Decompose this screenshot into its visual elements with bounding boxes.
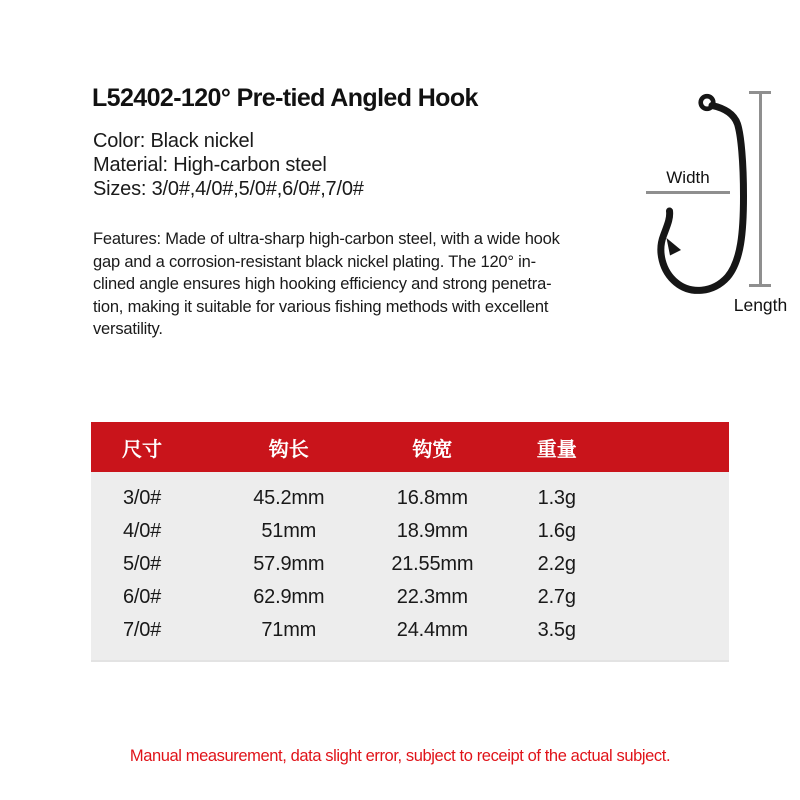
- cell-weight: 3.5g: [537, 619, 576, 641]
- cell-hook-length: 62.9mm: [253, 586, 325, 608]
- col-header-size: 尺寸: [122, 438, 163, 461]
- length-measure-cap-bottom: [749, 284, 771, 287]
- length-measure-line: [759, 92, 762, 285]
- cell-hook-length: 51mm: [261, 520, 317, 542]
- spec-sizes: Sizes: 3/0#,4/0#,5/0#,6/0#,7/0#: [93, 178, 364, 200]
- col-header-hook-length: 钩长: [268, 438, 309, 461]
- product-features: [93, 228, 560, 341]
- cell-hook-width: 22.3mm: [396, 586, 468, 608]
- cell-size: 3/0#: [122, 487, 162, 509]
- cell-weight: 2.2g: [537, 553, 576, 575]
- features-line: gap and a corrosion-resistant black nickel plating. The 120° in-: [93, 252, 536, 271]
- cell-hook-width: 24.4mm: [396, 619, 468, 641]
- table-row: [91, 515, 729, 548]
- features-line: versatility.: [93, 320, 163, 338]
- size-table-body: [91, 472, 729, 662]
- cell-size: 7/0#: [122, 619, 162, 641]
- col-header-weight: 重量: [536, 438, 577, 461]
- cell-hook-width: 16.8mm: [396, 487, 468, 509]
- cell-size: 4/0#: [122, 520, 162, 542]
- disclaimer-text: Manual measurement, data slight error, subject to receipt of the actual subject.: [129, 747, 671, 765]
- fishing-hook-icon: [630, 82, 800, 307]
- table-row: [91, 581, 729, 614]
- cell-weight: 2.7g: [537, 586, 576, 608]
- cell-hook-width: 21.55mm: [391, 553, 474, 575]
- cell-weight: 1.3g: [537, 487, 576, 509]
- table-row: [91, 614, 729, 647]
- length-measure-cap-top: [749, 91, 771, 94]
- spec-material: Material: High-carbon steel: [93, 154, 327, 176]
- length-label: Length: [733, 295, 788, 315]
- cell-size: 6/0#: [122, 586, 162, 608]
- col-header-hook-width: 钩宽: [412, 438, 453, 461]
- cell-weight: 1.6g: [537, 520, 576, 542]
- cell-size: 5/0#: [122, 553, 162, 575]
- table-row: [91, 548, 729, 581]
- features-line: clined angle ensures high hooking efficiency and strong penetra-: [93, 275, 552, 293]
- cell-hook-length: 45.2mm: [253, 487, 325, 509]
- cell-hook-length: 71mm: [261, 619, 317, 641]
- product-specs: [93, 129, 364, 201]
- product-title: L52402-120° Pre-tied Angled Hook: [92, 84, 478, 112]
- size-table-header: [91, 422, 729, 472]
- cell-hook-length: 57.9mm: [253, 553, 325, 575]
- features-line: tion, making it suitable for various fishing methods with excellent: [93, 297, 549, 316]
- width-measure-line: [646, 191, 730, 194]
- width-label: Width: [666, 168, 710, 187]
- spec-color: Color: Black nickel: [93, 130, 254, 152]
- size-spec-table: [91, 422, 729, 662]
- cell-hook-width: 18.9mm: [396, 520, 468, 542]
- table-row: [91, 482, 729, 515]
- features-line: Features: Made of ultra-sharp high-carbon steel, with a wide hook: [93, 230, 560, 248]
